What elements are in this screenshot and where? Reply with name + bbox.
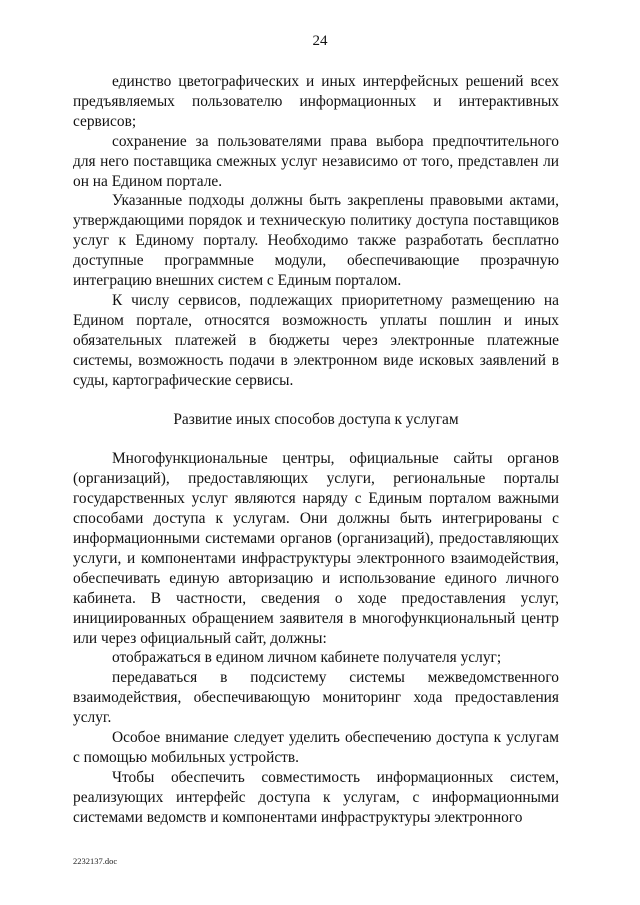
- document-body: [73, 72, 559, 828]
- paragraph: Указанные подходы должны быть закреплены правовыми актами, утверждающими порядок и техническую политику доступа поставщиков услуг к Единому порталу. Необходимо также разработать бесплатно доступные программные модули, обеспечивающие прозрачную интеграцию внешних систем с Единым порталом.: [73, 192, 559, 290]
- footer-file-code: 2232137.doc: [73, 856, 118, 866]
- paragraph: Многофункциональные центры, официальные сайты органов (организаций), предоставляющих услуги, региональные порталы государственных услуг являются наряду с Единым порталом важными способами доступа к услугам. Они должны быть интегрированы с информационными системами органов (организаций), предоставляющих услуги, и компонентами инфраструктуры электронного взаимодействия, обеспечивать единую авторизацию и использование единого личного кабинета. В частности, сведения о ходе предоставления услуг, инициированных обращением заявителя в многофункциональный центр или через официальный сайт, должны:: [73, 450, 559, 647]
- page-number: 24: [312, 33, 328, 49]
- list-item: передаваться в подсистему системы межведомственного взаимодействия, обеспечивающую мониторинг хода предоставления услуг.: [73, 669, 559, 727]
- paragraph: Особое внимание следует уделить обеспечению доступа к услугам с помощью мобильных устройств.: [73, 729, 559, 766]
- section-heading: Развитие иных способов доступа к услугам: [173, 410, 459, 428]
- paragraph: единство цветографических и иных интерфейсных решений всех предъявляемых пользователю информационных и интерактивных сервисов;: [73, 73, 559, 130]
- paragraph: Чтобы обеспечить совместимость информационных систем, реализующих интерфейс доступа к услугам, с информационными системами ведомств и компонентами инфраструктуры электронного: [73, 768, 559, 826]
- paragraph: К числу сервисов, подлежащих приоритетному размещению на Едином портале, относятся возможность уплаты пошлин и иных обязательных платежей в бюджеты через электронные платежные системы, возможность подачи в электронном виде исковых заявлений в суды, картографические сервисы.: [73, 291, 559, 389]
- list-item: отображаться в едином личном кабинете получателя услуг;: [112, 649, 502, 667]
- paragraph: сохранение за пользователями права выбора предпочтительного для него поставщика смежных услуг независимо от того, представлен ли он на Едином портале.: [73, 132, 559, 190]
